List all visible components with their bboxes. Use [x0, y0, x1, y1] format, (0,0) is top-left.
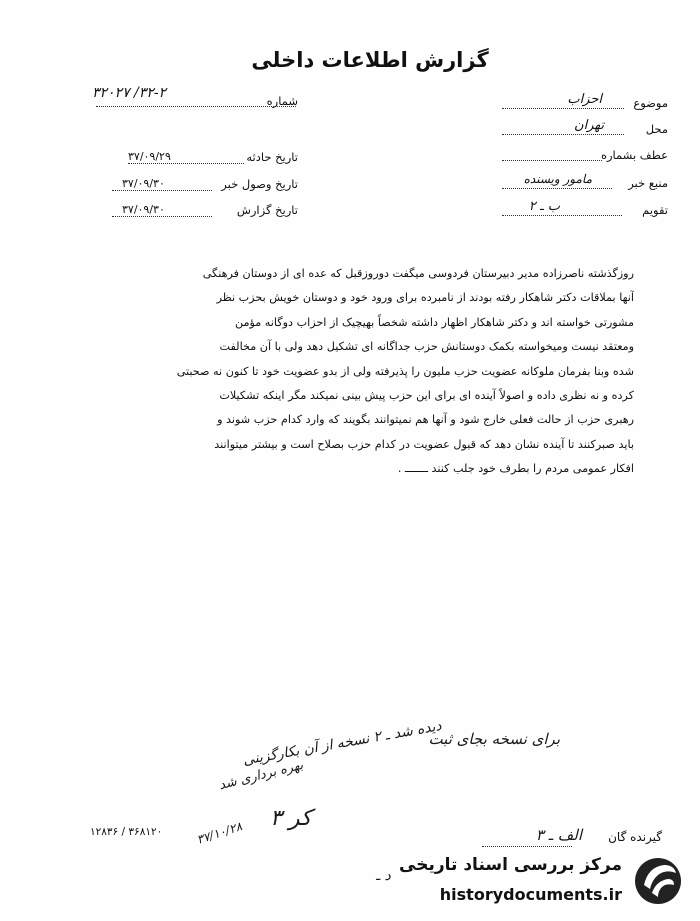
date-value-incident: ۳۷/۰۹/۲۹	[128, 150, 171, 163]
body-line: مشورتی خواسته اند و دکتر شاهکار اظهار داشته شخصاً بهیچیک از احزاب دوگانه مؤمن	[234, 315, 634, 329]
body-line: کرده و نه نظری داده و اصولاً آینده ای برای این حزب پیش بینی نمیکند مگر اینکه تشکیلات	[219, 389, 634, 403]
file-reference: ۳۶۸۱۲۰ / ۱۲۸۳۶	[90, 826, 163, 838]
date-label-received: تاریخ وصول خبر	[221, 177, 298, 191]
body-line: آنها بملاقات دکتر شاهکار رفته بودند از نامبرده برای ورود خود و دوستان خویش بحزب نظر	[216, 291, 634, 305]
receiver-dots	[482, 846, 572, 847]
receiver-label: گیرنده گان	[608, 830, 662, 844]
number-label: شماره	[266, 94, 298, 108]
archive-watermark	[354, 851, 694, 913]
field-label-source: منبع خبر	[628, 176, 668, 190]
field-label-rating: تقویم	[642, 203, 668, 217]
field-value-subject: احزاب	[567, 92, 602, 107]
date-value-report: ۳۷/۰۹/۳۰	[122, 203, 165, 216]
date-label-report: تاریخ گزارش	[236, 203, 298, 217]
field-dots-location	[502, 134, 624, 135]
field-dots-subject	[502, 108, 624, 109]
date-value-received: ۳۷/۰۹/۳۰	[122, 177, 165, 190]
archive-logo-title: مرکز بررسی اسناد تاریخی	[399, 855, 622, 875]
date-label-incident: تاریخ حادثه	[246, 150, 298, 164]
number-dots	[96, 106, 296, 107]
handwritten-note-1: برای نسخه بجای ثبت	[428, 730, 560, 748]
handwritten-note-2: بهره برداری شد	[217, 757, 305, 794]
page-title: گزارش اطلاعات داخلی	[251, 48, 489, 72]
field-dots-rating	[502, 215, 622, 216]
field-value-location: تهران	[574, 118, 604, 133]
date-dots-incident	[128, 163, 244, 164]
date-dots-received	[112, 190, 212, 191]
body-line: رهبری حزب از حالت فعلی خارج شود و آنها هم نمیتوانند بگویند که وارد کدام حزب شوند و	[217, 413, 634, 427]
archive-logo-url: historydocuments.ir	[439, 885, 622, 904]
number-value: ۳۲-۲/ ۳۲۰۲۷	[92, 85, 167, 101]
body-line: افکار عمومی مردم را بطرف خود جلب کنند ـــــــ .	[397, 462, 634, 476]
handwritten-note-3: دیده شد ـ ۲ نسخه از آن بکارگزینی	[241, 718, 443, 769]
report-body	[62, 262, 634, 482]
body-line: روزگذشته ناصرزاده مدیر دبیرستان فردوسی میگفت دوروزقبل که عده ای از دوستان فرهنگی	[202, 267, 634, 280]
receiver-value: الف ـ ۳	[535, 826, 582, 844]
extra-mark: د ـ	[376, 868, 391, 884]
body-line: شده وبنا بفرمان ملوکانه عضویت حزب ملیون را پذیرفته ولی از بدو عضویت خود تا کنون نه صحبتی	[176, 364, 634, 378]
body-line: ومعتقد نیست ومیخواسته بکمک دوستانش حزب جداگانه ای تشکیل دهد ولی با آن مخالفت	[219, 340, 634, 354]
handwritten-date: ۳۷/۱۰/۲۸	[194, 819, 244, 847]
body-line: باید صبرکنند تا آینده نشان دهد که قبول عضویت در کدام حزب بصلاح است و بیشتر میتوانند	[214, 437, 634, 451]
field-value-source: مامور ویسنده	[523, 172, 592, 186]
field-dots-source	[502, 188, 612, 189]
archive-logo-icon	[630, 855, 686, 907]
field-label-subject: موضوع	[633, 96, 668, 110]
field-label-location: محل	[645, 122, 668, 136]
field-dots-reference	[502, 160, 602, 161]
field-label-reference: عطف بشماره	[600, 148, 668, 162]
handwritten-mark: کر ۳	[270, 806, 312, 831]
date-dots-report	[112, 216, 212, 217]
field-value-rating: ب ـ ۲	[528, 199, 560, 214]
